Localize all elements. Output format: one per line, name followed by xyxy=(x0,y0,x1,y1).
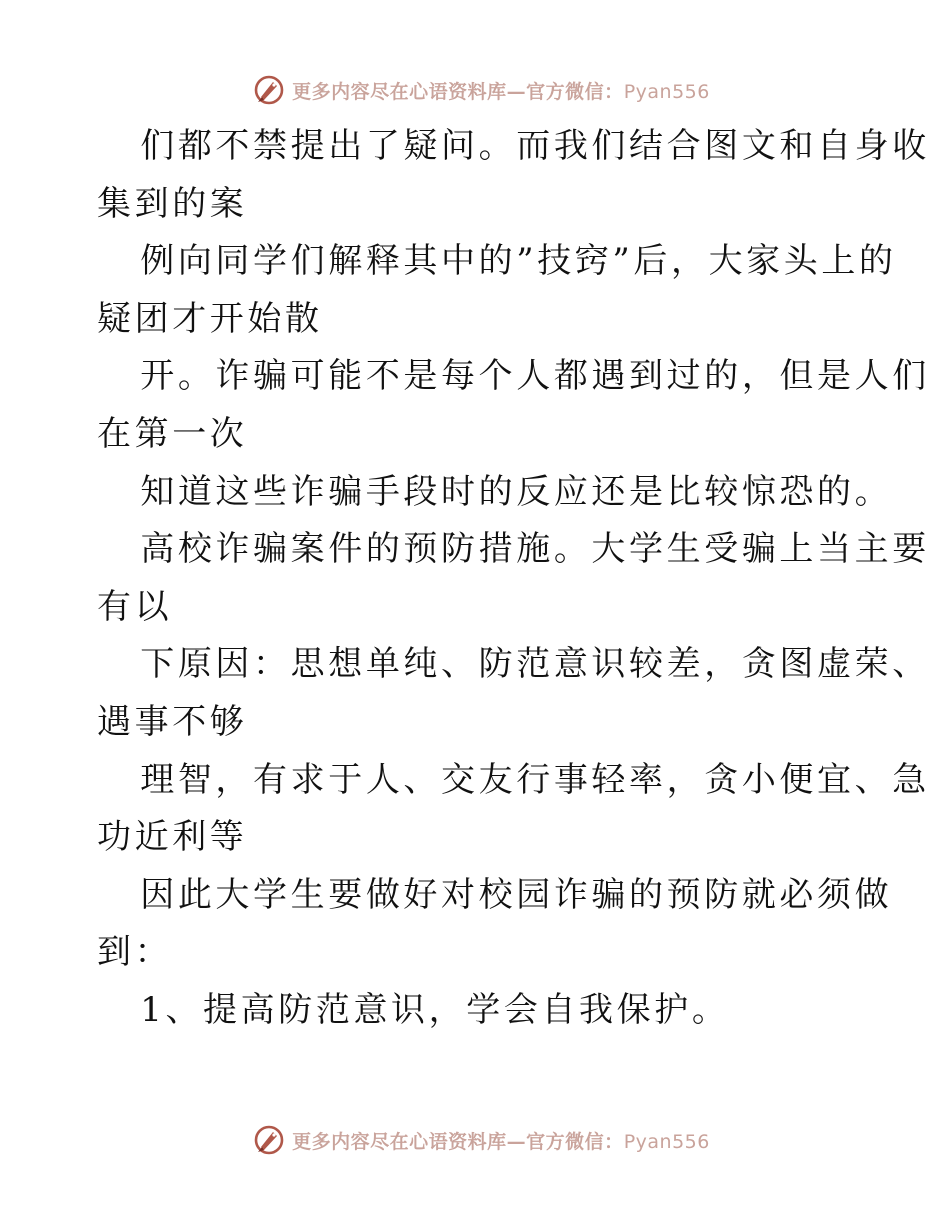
document-body xyxy=(97,118,930,1040)
header-banner-wechat-label: 官方微信： xyxy=(526,80,624,103)
body-line: 遇事不够 xyxy=(97,701,248,742)
body-line: 例向同学们解释其中的”技窍”后，大家头上的 xyxy=(97,241,897,282)
body-line: 开。诈骗可能不是每个人都遇到过的，但是人们 xyxy=(97,356,930,397)
body-line: 高校诈骗案件的预防措施。大学生受骗上当主要 xyxy=(97,529,930,570)
header-banner xyxy=(0,70,950,110)
body-line: 集到的案 xyxy=(97,183,248,224)
footer-banner-wechat-label: 官方微信： xyxy=(526,1130,624,1153)
footer-banner-title: 更多内容尽在心语资料库 xyxy=(292,1130,507,1153)
header-banner-inner xyxy=(252,73,710,107)
footer-banner-dash: — xyxy=(506,1130,527,1153)
footer-banner xyxy=(0,1120,950,1160)
header-banner-wechat-id: Pyan556 xyxy=(623,80,710,103)
body-line: 们都不禁提出了疑问。而我们结合图文和自身收 xyxy=(97,126,930,166)
body-line: 在第一次 xyxy=(97,413,248,454)
footer-banner-text xyxy=(292,1127,710,1154)
body-line: 功近利等 xyxy=(97,817,248,858)
body-line: 到： xyxy=(97,932,173,973)
body-line: 有以 xyxy=(97,586,173,627)
footer-banner-wechat-id: Pyan556 xyxy=(623,1130,710,1153)
body-line: 1、提高防范意识，学会自我保护。 xyxy=(97,989,730,1030)
body-line: 理智，有求于人、交友行事轻率，贪小便宜、急 xyxy=(97,759,930,800)
body-line: 疑团才开始散 xyxy=(97,298,323,339)
header-banner-title: 更多内容尽在心语资料库 xyxy=(292,80,507,103)
header-banner-dash: — xyxy=(506,80,527,103)
body-line: 因此大学生要做好对校园诈骗的预防就必须做 xyxy=(97,874,893,915)
header-banner-text xyxy=(292,77,710,104)
pen-nib-logo-icon xyxy=(252,73,286,107)
footer-banner-inner xyxy=(252,1123,710,1157)
pen-nib-logo-icon xyxy=(252,1123,286,1157)
body-line: 下原因：思想单纯、防范意识较差，贪图虚荣、 xyxy=(97,644,930,685)
body-line: 知道这些诈骗手段时的反应还是比较惊恐的。 xyxy=(97,471,893,512)
